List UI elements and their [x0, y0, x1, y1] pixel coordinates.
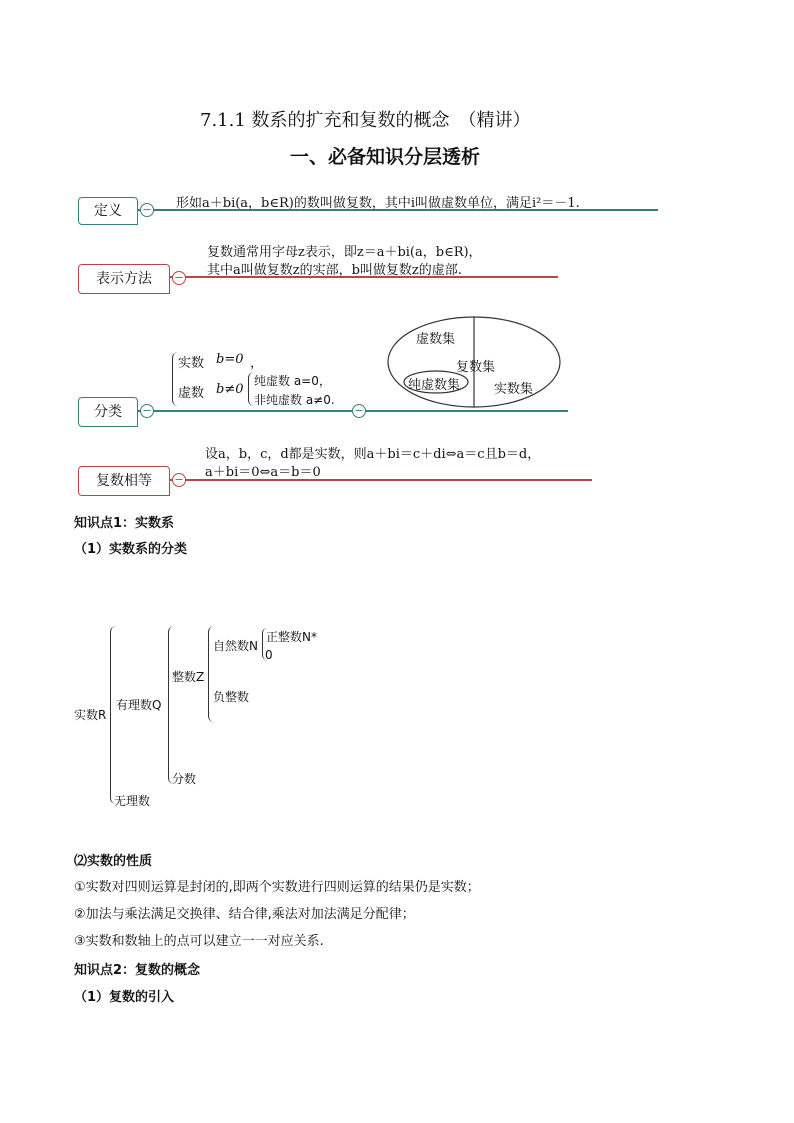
- representation-label: 表示方法: [78, 264, 170, 294]
- kp2-sub1: （1）复数的引入: [74, 990, 175, 1005]
- property-3: ③实数和数轴上的点可以建立一一对应关系.: [74, 934, 324, 949]
- property-2: ②加法与乘法满足交换律、结合律,乘法对加法满足分配律；: [74, 907, 415, 922]
- real-label: 实数: [178, 356, 205, 371]
- equality-label: 复数相等: [78, 466, 170, 496]
- real-set-label: 实数集: [494, 382, 534, 397]
- complex-set-label: 复数集: [456, 360, 496, 375]
- real-comma: ，: [250, 356, 264, 371]
- tree-posint: 正整数N*: [266, 630, 317, 644]
- collapse-icon[interactable]: −: [172, 473, 186, 487]
- kp2-heading: 知识点2：复数的概念: [74, 963, 201, 978]
- tree-negint: 负整数: [213, 690, 250, 704]
- tree-irrational: 无理数: [114, 794, 151, 808]
- property-1: ①实数对四则运算是封闭的,即两个实数进行四则运算的结果仍是实数；: [74, 880, 480, 895]
- representation-line2: 其中a叫做复数z的实部，b叫做复数z的虚部.: [207, 263, 462, 278]
- kp1-sub2: ⑵实数的性质: [74, 854, 153, 869]
- brace: [110, 626, 117, 804]
- classification-label: 分类: [78, 397, 138, 427]
- imag-label: 虚数: [178, 386, 205, 401]
- representation-line1: 复数通常用字母z表示，即z＝a＋bi(a，b∈R)，: [207, 245, 482, 260]
- tree-integer: 整数Z: [172, 670, 205, 684]
- equality-line2: a＋bi＝0⇔a＝b＝0: [205, 465, 321, 480]
- equality-line1: 设a，b，c，d都是实数，则a＋bi＝c＋di⇔a＝c且b＝d，: [205, 447, 541, 462]
- kp1-sub1: （1）实数系的分类: [74, 542, 188, 557]
- tree-zero: 0: [265, 648, 273, 662]
- collapse-icon[interactable]: −: [352, 404, 366, 418]
- definition-text: 形如a＋bi(a，b∈R)的数叫做复数，其中i叫做虚数单位，满足i²＝－1.: [176, 196, 580, 211]
- collapse-icon[interactable]: −: [140, 203, 154, 217]
- pure-imag: 纯虚数 a=0，: [254, 374, 331, 388]
- collapse-icon[interactable]: −: [172, 271, 186, 285]
- pure-set-label: 纯虚数集: [408, 378, 461, 393]
- imag-set-label: 虚数集: [416, 332, 456, 347]
- collapse-icon[interactable]: −: [140, 404, 154, 418]
- tree-natural: 自然数N: [213, 639, 258, 653]
- tree-rational: 有理数Q: [116, 698, 162, 712]
- imag-condition: b≠0: [216, 382, 244, 397]
- page-title: 7.1.1 数系的扩充和复数的概念 （精讲）: [200, 110, 531, 131]
- tree-fraction: 分数: [172, 772, 197, 786]
- brace: [168, 626, 175, 784]
- definition-label: 定义: [78, 197, 138, 225]
- real-condition: b=0: [216, 352, 244, 367]
- nonpure-imag: 非纯虚数 a≠0.: [254, 393, 335, 407]
- section-title: 一、必备知识分层透析: [290, 146, 481, 168]
- kp1-heading: 知识点1：实数系: [74, 516, 175, 531]
- tree-real: 实数R: [74, 708, 107, 722]
